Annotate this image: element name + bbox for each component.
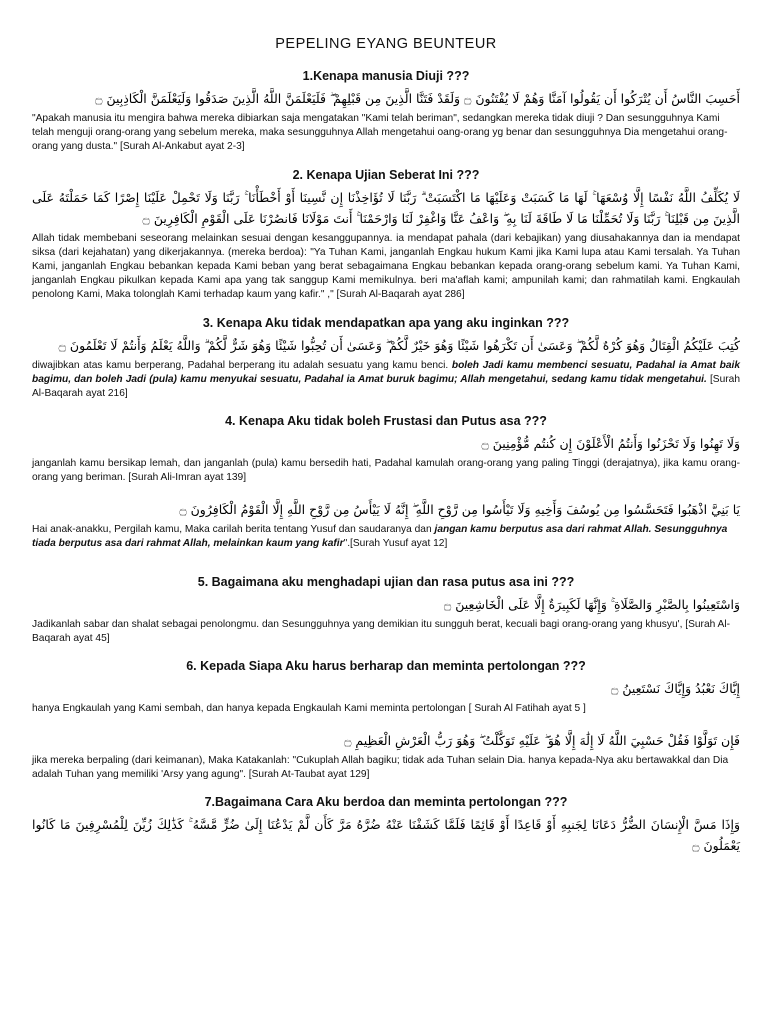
- arabic-verse: لَا يُكَلِّفُ اللَّهُ نَفْسًا إِلَّا وُسْعَهَا ۚ لَهَا مَا كَسَبَتْ وَعَلَيْهَا مَا اكْتَسَبَتْ ۗ رَبَّنَا لَا تُؤَاخِذْنَا إِن نَّسِينَا أَوْ أَخْطَأْنَا ۚ رَبَّنَا وَلَا تَحْمِلْ عَلَيْنَا إِصْرًا كَمَا حَمَلْتَهُ عَلَى الَّذِينَ مِن قَبْلِنَا ۚ رَبَّنَا وَلَا تُحَمِّلْنَا مَا لَا طَاقَةَ لَنَا بِهِ ۖ وَاعْفُ عَنَّا وَاغْفِرْ لَنَا وَارْحَمْنَا ۚ أَنتَ مَوْلَانَا فَانصُرْنَا عَلَى الْقَوْمِ الْكَافِرِينَ ۝: [32, 189, 740, 226]
- translation-text: Jadikanlah sabar dan shalat sebagai penolongmu. dan Sesungguhnya yang demikian itu sungguh berat, kecuali bagi orang-orang yang khusyu', [Surah Al-Baqarah ayat 45]: [32, 619, 731, 645]
- section-heading: 1.Kenapa manusia Diuji ???: [302, 69, 470, 83]
- section-3: [32, 316, 740, 402]
- translation-plain: diwajibkan atas kamu berperang, Padahal berperang itu adalah sesuatu yang kamu benci.: [32, 359, 452, 371]
- translation-text: [32, 523, 740, 551]
- arabic-verse: وَاسْتَعِينُوا بِالصَّبْرِ وَالصَّلَاةِ ۚ وَإِنَّهَا لَكَبِيرَةٌ إِلَّا عَلَى الْخَاشِعِينَ ۝: [443, 597, 740, 613]
- translation-emphasis: jangan kamu berputus asa dari rahmat Allah. Sesungguhnya tiada berputus asa dari rahmat Allah, melainkan kaum yang kafir: [32, 523, 728, 549]
- arabic-verse: كُتِبَ عَلَيْكُمُ الْقِتَالُ وَهُوَ كُرْهٌ لَّكُمْ ۖ وَعَسَىٰ أَن تَكْرَهُوا شَيْئًا وَهُوَ خَيْرٌ لَّكُمْ ۖ وَعَسَىٰ أَن تُحِبُّوا شَيْئًا وَهُوَ شَرٌّ لَّكُمْ ۗ وَاللَّهُ يَعْلَمُ وَأَنتُمْ لَا تَعْلَمُونَ ۝: [58, 337, 740, 353]
- surah-reference: ".[Surah Yusuf ayat 12]: [343, 537, 448, 549]
- section-heading: 5. Bagaimana aku menghadapi ujian dan rasa putus asa ini ???: [197, 575, 575, 590]
- section-6: [32, 659, 740, 782]
- section-heading: 3. Kenapa Aku tidak mendapatkan apa yang aku inginkan ???: [202, 315, 570, 330]
- section-5: [32, 575, 740, 646]
- translation-text: [32, 359, 740, 402]
- translation-text: hanya Engkaulah yang Kami sembah, dan hanya kepada Engkaulah Kami meminta pertolongan [ Surah Al Fatihah ayat 5 ]: [32, 703, 586, 715]
- arabic-verse: فَإِن تَوَلَّوْا فَقُلْ حَسْبِيَ اللَّهُ لَا إِلَٰهَ إِلَّا هُوَ ۖ عَلَيْهِ تَوَكَّلْتُ ۖ وَهُوَ رَبُّ الْعَرْشِ الْعَظِيمِ ۝: [344, 732, 740, 748]
- section-heading: 6. Kepada Siapa Aku harus berharap dan meminta pertolongan ???: [186, 659, 586, 674]
- section-2: [32, 168, 740, 303]
- section-7: [32, 795, 740, 856]
- surah-reference: [Surah Al-Baqarah ayat 216]: [32, 373, 740, 400]
- section-heading: 4. Kenapa Aku tidak boleh Frustasi dan Putus asa ???: [225, 414, 547, 429]
- translation-emphasis: boleh Jadi kamu membenci sesuatu, Padahal ia Amat baik bagimu, dan boleh Jadi (pula) kamu menyukai sesuatu, Padahal ia Amat buruk bagimu; Allah mengetahui, sedang kamu tidak mengetahui.: [32, 359, 740, 385]
- arabic-verse: يَا بَنِيَّ اذْهَبُوا فَتَحَسَّسُوا مِن يُوسُفَ وَأَخِيهِ وَلَا تَيْأَسُوا مِن رَّوْحِ اللَّهِ ۖ إِنَّهُ لَا يَيْأَسُ مِن رَّوْحِ اللَّهِ إِلَّا الْقَوْمُ الْكَافِرُونَ ۝: [179, 501, 740, 517]
- section-1: [32, 69, 740, 155]
- document-title: PEPELING EYANG BEUNTEUR: [275, 36, 497, 52]
- section-heading: 7.Bagaimana Cara Aku berdoa dan meminta pertolongan ???: [204, 795, 568, 810]
- translation-plain: Hai anak-anakku, Pergilah kamu, Maka carilah berita tentang Yusuf dan saudaranya dan: [32, 523, 435, 535]
- arabic-verse: وَلَا تَهِنُوا وَلَا تَحْزَنُوا وَأَنتُمُ الْأَعْلَوْنَ إِن كُنتُم مُّؤْمِنِينَ ۝: [481, 436, 740, 452]
- arabic-verse: إِيَّاكَ نَعْبُدُ وَإِيَّاكَ نَسْتَعِينُ ۝: [611, 681, 740, 697]
- translation-text: "Apakah manusia itu mengira bahwa mereka dibiarkan saja mengatakan "Kami telah beriman", sedangkan mereka tidak diuji ? Dan sesungguhnya Kami telah menguji orang-orang yang sebelum mereka, maka sesungguhnya Allah mengetahui oang-orang yg benar dan sesungguhnya Dia mengetahui orang-orang yang dusta." [Surah Al-Ankabut ayat 2-3]: [32, 113, 728, 153]
- arabic-verse: وَإِذَا مَسَّ الْإِنسَانَ الضُّرُّ دَعَانَا لِجَنبِهِ أَوْ قَاعِدًا أَوْ قَائِمًا فَلَمَّا كَشَفْنَا عَنْهُ ضُرَّهُ مَرَّ كَأَن لَّمْ يَدْعُنَا إِلَىٰ ضُرٍّ مَّسَّهُ ۚ كَذَٰلِكَ زُيِّنَ لِلْمُسْرِفِينَ مَا كَانُوا يَعْمَلُونَ ۝: [32, 817, 740, 854]
- arabic-verse: أَحَسِبَ النَّاسُ أَن يُتْرَكُوا أَن يَقُولُوا آمَنَّا وَهُمْ لَا يُفْتَنُونَ ۝ وَلَقَدْ فَتَنَّا الَّذِينَ مِن قَبْلِهِمْ ۖ فَلَيَعْلَمَنَّ اللَّهُ الَّذِينَ صَدَقُوا وَلَيَعْلَمَنَّ الْكَاذِبِينَ ۝: [95, 91, 740, 106]
- translation-text: jika mereka berpaling (dari keimanan), Maka Katakanlah: "Cukuplah Allah bagiku; tidak ada Tuhan selain Dia. hanya kepada-Nya aku bertawakkal dan Dia adalah Tuhan yang memiliki 'Arsy yang agung". [Surah At-Taubat ayat 129]: [32, 754, 729, 780]
- section-4: [32, 414, 740, 551]
- translation-text: Allah tidak membebani seseorang melainkan sesuai dengan kesanggupannya. ia mendapat pahala (dari kebajikan) yang diusahakannya dan ia mendapat siksa (dari kejahatan) yang dikerjakannya. (mereka berdoa): "Ya Tuhan Kami, janganlah Engkau hukum Kami jika Kami lupa atau Kami tersalah. Ya Tuhan Kami, janganlah Engkau bebankan kepada Kami beban yang berat sebagaimana Engkau bebankan kepada orang-orang sebelum kami. Ya Tuhan Kami, janganlah Engkau pikulkan kepada Kami apa yang tak sanggup Kami memikulnya. beri ma'aflah kami; ampunilah kami; dan rahmatilah kami. Engkaulah penolong Kami, Maka tolonglah Kami terhadap kaum yang kafir." ," [Surah Al-Baqarah ayat 286]: [32, 232, 740, 301]
- section-heading: 2. Kenapa Ujian Seberat Ini ???: [292, 167, 480, 182]
- translation-text: janganlah kamu bersikap lemah, dan janganlah (pula) kamu bersedih hati, Padahal kamulah orang-orang yang paling Tinggi (derajatnya), jika kamu orang-orang yang beriman. [Surah Ali-Imran ayat 139]: [32, 458, 740, 484]
